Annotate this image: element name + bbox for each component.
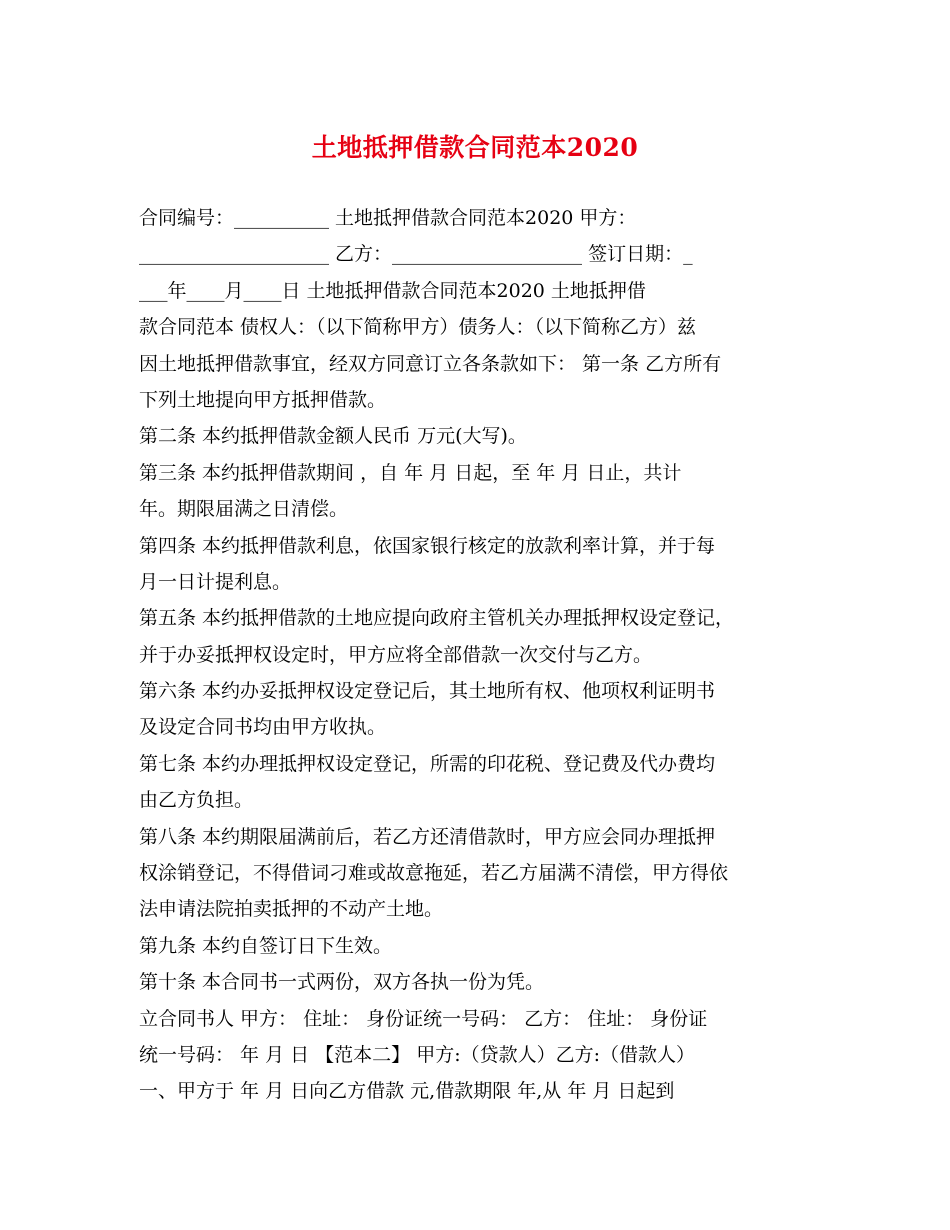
document-line: 第三条 本约抵押借款期间 ，自 年 月 日起，至 年 月 日止，共计 (139, 461, 682, 484)
document-line: 款合同范本 债权人：（以下简称甲方）债务人：（以下简称乙方）兹 (139, 316, 697, 339)
document-line: 由乙方负担。 (139, 789, 254, 812)
document-line: ____________________ 乙方：____________________ 签订日期：_ (139, 243, 693, 266)
document-line: 第二条 本约抵押借款金额人民币 万元(大写)。 (139, 425, 527, 448)
document-line: 月一日计提利息。 (139, 570, 292, 593)
document-line: 第六条 本约办妥抵押权设定登记后，其土地所有权、他项权利证明书 (139, 680, 716, 703)
document-line: 年。期限届满之日清偿。 (139, 498, 349, 521)
document-line: 第四条 本约抵押借款利息，依国家银行核定的放款利率计算，并于每 (139, 534, 716, 557)
document-line: 第五条 本约抵押借款的土地应提向政府主管机关办理抵押权设定登记， (139, 607, 735, 630)
document-line: 第八条 本约期限届满前后，若乙方还清借款时，甲方应会同办理抵押 (139, 825, 716, 848)
document-line: 第十条 本合同书一式两份，双方各执一份为凭。 (139, 971, 545, 994)
document-line: 一、甲方于 年 月 日向乙方借款 元,借款期限 年,从 年 月 日起到 (139, 1080, 675, 1103)
document-line: ___年____月____日 土地抵押借款合同范本2020 土地抵押借 (139, 279, 646, 302)
document-line: 法申请法院拍卖抵押的不动产土地。 (139, 898, 444, 921)
document-line: 第七条 本约办理抵押权设定登记，所需的印花税、登记费及代办费均 (139, 752, 716, 775)
document-body (139, 200, 814, 1110)
document-line: 并于办妥抵押权设定时，甲方应将全部借款一次交付与乙方。 (139, 643, 653, 666)
document-line: 及设定合同书均由甲方收执。 (139, 716, 387, 739)
document-line: 因土地抵押借款事宜，经双方同意订立各条款如下： 第一条 乙方所有 (139, 352, 722, 375)
document-line: 权涂销登记，不得借词刁难或故意拖延，若乙方届满不清偿，甲方得依 (139, 862, 729, 885)
document-line: 统一号码： 年 月 日 【范本二】 甲方:（贷款人）乙方:（借款人） (139, 1043, 696, 1066)
document-line: 立合同书人 甲方： 住址： 身份证统一号码： 乙方： 住址： 身份证 (139, 1007, 708, 1030)
document-title: 土地抵押借款合同范本2020 (311, 133, 639, 162)
document-line: 第九条 本约自签订日下生效。 (139, 934, 393, 957)
document-line: 下列土地提向甲方抵押借款。 (139, 388, 387, 411)
document-line: 合同编号：__________ 土地抵押借款合同范本2020 甲方： (139, 207, 637, 229)
